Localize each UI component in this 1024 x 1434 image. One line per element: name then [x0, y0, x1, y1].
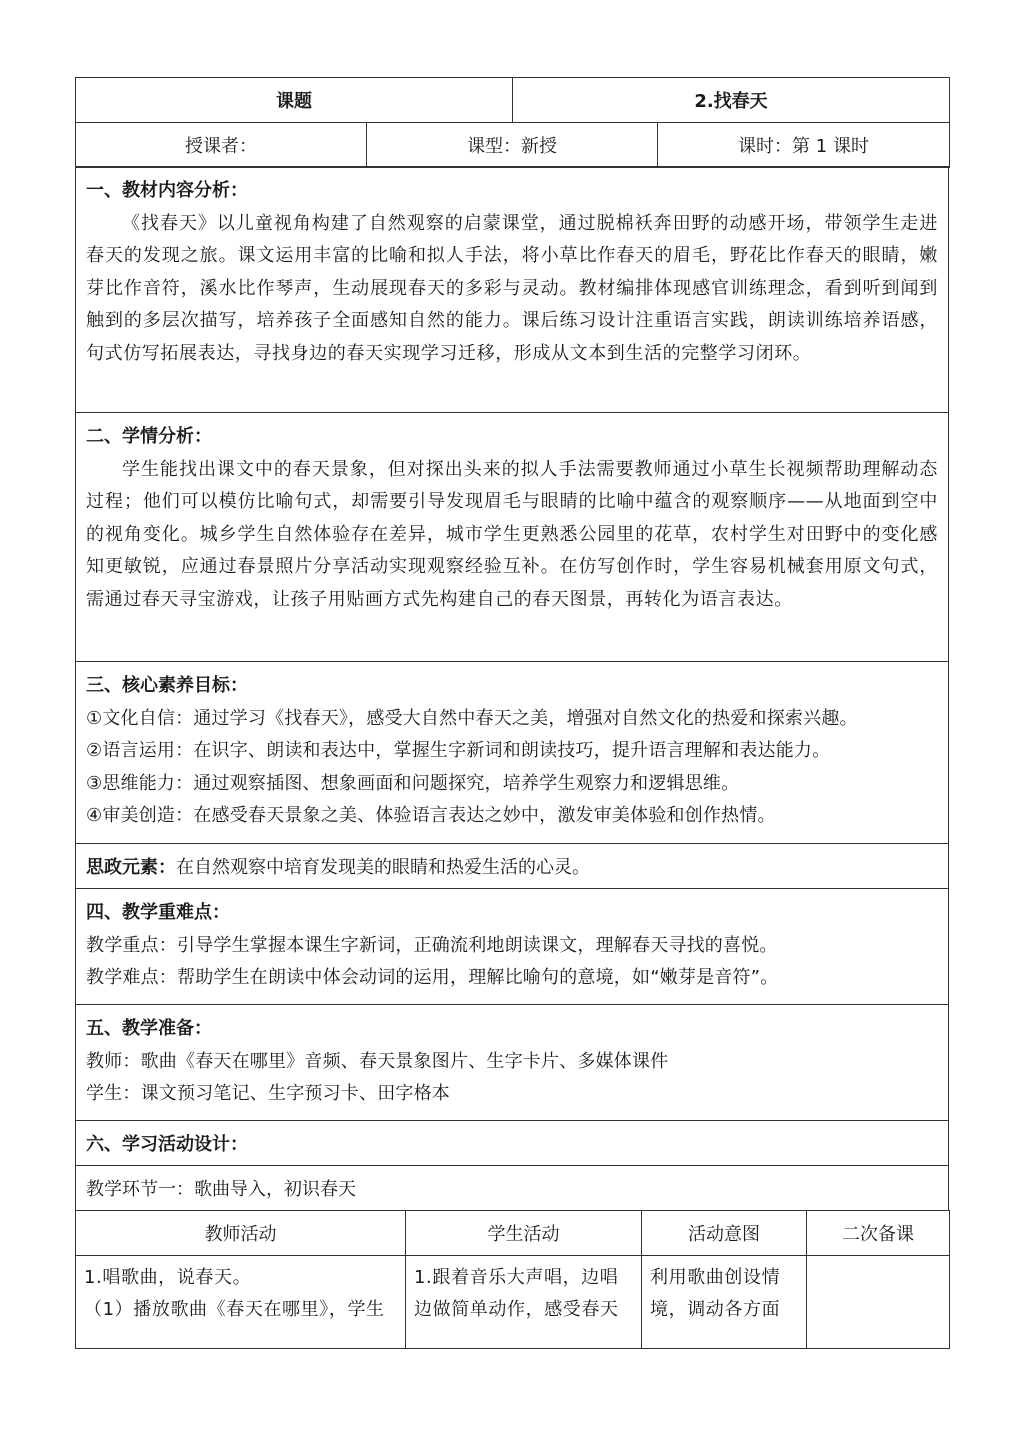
goal-item: ③思维能力：通过观察插图、想象画面和问题探究，培养学生观察力和逻辑思维。: [86, 772, 740, 794]
goal-item: ①文化自信：通过学习《找春天》，感受大自然中春天之美，增强对自然文化的热爱和探索兴趣。: [86, 707, 858, 729]
topic-value: 2.找春天: [513, 78, 950, 123]
section-students: [76, 413, 949, 662]
column-header: 学生活动: [406, 1210, 642, 1255]
lesson-plan: [75, 77, 949, 1349]
section-title: 三、核心素养目标：: [86, 675, 248, 696]
teacher-activity-line: （1）播放歌曲《春天在哪里》，学生: [84, 1298, 385, 1320]
student-activity-line: 边做简单动作，感受春天: [414, 1298, 619, 1320]
intent-cell: [642, 1255, 807, 1348]
content-table: [75, 166, 949, 1211]
section-title: 五、教学准备：: [86, 1018, 212, 1039]
prep-item: 教师：歌曲《春天在哪里》音频、春天景象图片、生字卡片、多媒体课件: [86, 1050, 669, 1072]
section-material: [76, 167, 949, 413]
goal-item: ②语言运用：在识字、朗读和表达中，掌握生字新词和朗读技巧，提升语言理解和表达能力。: [86, 740, 831, 761]
intent-line: 利用歌曲创设情: [650, 1266, 781, 1288]
lesson-header-table: [75, 77, 950, 123]
student-activity-cell: [406, 1255, 642, 1348]
section-body: 《找春天》以儿童视角构建了自然观察的启蒙课堂，通过脱棉袄奔田野的动感开场，带领学生走进春天的发现之旅。课文运用丰富的比喻和拟人手法，将小草比作春天的眉毛，野花比作春天的眼睛，嫩芽比作音符，溪水比作琴声，生动展现春天的多彩与灵动。教材编排体现感官训练理念，看到听到闻到触到的多层次描写，培养孩子全面感知自然的能力。课后练习设计注重语言实践，朗读训练培养语感，句式仿写拓展表达，寻找身边的春天实现学习迁移，形成从文本到生活的完整学习闭环。: [86, 212, 938, 364]
goal-item: ④审美创造：在感受春天景象之美、体验语言表达之妙中，激发审美体验和创作热情。: [86, 805, 776, 826]
section-title: 二、学情分析：: [86, 426, 212, 447]
activity-table: [75, 1210, 950, 1349]
section-ideology: [76, 844, 949, 889]
teacher-activity-cell: [76, 1255, 406, 1348]
ideology-text: 在自然观察中培育发现美的眼睛和热爱生活的心灵。: [176, 857, 590, 878]
column-header: 教师活动: [76, 1210, 406, 1255]
topic-label: 课题: [76, 78, 513, 123]
section-prep: [76, 1005, 949, 1121]
student-activity-line: 1.跟着音乐大声唱，边唱: [414, 1266, 619, 1288]
section-activities-title: 六、学习活动设计：: [76, 1121, 949, 1166]
section-goals: [76, 662, 949, 844]
meta-table: [75, 122, 950, 168]
column-header: 活动意图: [642, 1210, 807, 1255]
intent-line: 境，调动各方面: [650, 1298, 781, 1320]
column-header: 二次备课: [807, 1210, 950, 1255]
lesson-period: 课时：第 1 课时: [658, 122, 950, 167]
keypoint-item: 教学重点：引导学生掌握本课生字新词，正确流利地朗读课文，理解春天寻找的喜悦。: [86, 934, 778, 956]
teacher-activity-line: 1.唱歌曲，说春天。: [84, 1266, 252, 1288]
section-keypoints: [76, 889, 949, 1005]
segment-title: 教学环节一：歌曲导入，初识春天: [76, 1166, 949, 1211]
section-body: 学生能找出课文中的春天景象，但对探出头来的拟人手法需要教师通过小草生长视频帮助理解动态过程；他们可以模仿比喻句式，却需要引导发现眉毛与眼睛的比喻中蕴含的观察顺序——从地面到空中的视角变化。城乡学生自然体验存在差异，城市学生更熟悉公园里的花草，农村学生对田野中的变化感知更敏锐，应通过春景照片分享活动实现观察经验互补。在仿写创作时，学生容易机械套用原文句式，需通过春天寻宝游戏，让孩子用贴画方式先构建自己的春天图景，再转化为语言表达。: [86, 458, 938, 610]
ideology-label: 思政元素：: [86, 857, 176, 878]
teacher-label: 授课者：: [76, 122, 367, 167]
lesson-type: 课型：新授: [367, 122, 658, 167]
notes-cell: [807, 1255, 950, 1348]
prep-item: 学生：课文预习笔记、生字预习卡、田字格本: [86, 1083, 450, 1104]
keypoint-item: 教学难点：帮助学生在朗读中体会动词的运用，理解比喻句的意境，如“嫩芽是音符”。: [86, 967, 779, 988]
section-title: 一、教材内容分析：: [86, 180, 248, 201]
section-title: 四、教学重难点：: [86, 902, 230, 923]
